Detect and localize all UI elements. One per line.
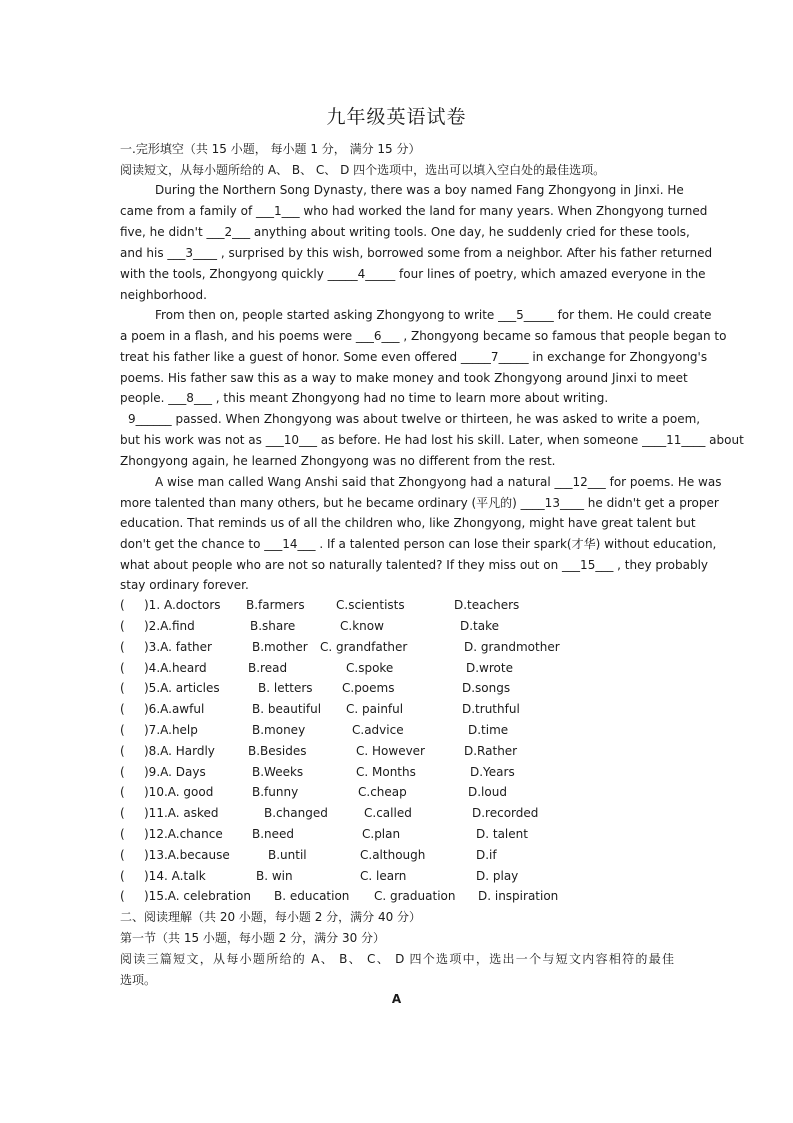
answer-paren: (	[120, 827, 125, 841]
passage-line: Zhongyong again, he learned Zhongyong was no different from the rest.	[120, 454, 556, 468]
option-d: D. play	[476, 869, 519, 883]
option-c: C.spoke	[346, 661, 394, 675]
option-row	[120, 888, 680, 904]
option-b: B. win	[256, 869, 293, 883]
option-c: C. Months	[356, 765, 416, 779]
option-row	[120, 764, 680, 780]
option-c: C.called	[364, 806, 412, 820]
option-b: B. beautiful	[252, 702, 322, 716]
option-d: D.loud	[468, 785, 507, 799]
passage-line: what about people who are not so naturally talented? If they miss out on ___15___ , they probably	[120, 558, 709, 572]
option-row	[120, 868, 680, 884]
option-c: C. learn	[360, 869, 407, 883]
option-row	[120, 805, 680, 821]
option-d: D.take	[460, 619, 500, 633]
option-d: D.if	[476, 848, 497, 862]
option-c: C.poems	[342, 681, 395, 695]
option-row	[120, 680, 680, 696]
option-c: C.scientists	[336, 598, 405, 612]
answer-paren: (	[120, 723, 125, 737]
option-c: C. grandfather	[320, 640, 408, 654]
option-a: )11.A. asked	[144, 806, 219, 820]
option-a: )9.A. Days	[144, 765, 206, 779]
passage-label: A	[391, 992, 402, 1006]
answer-paren: (	[120, 702, 125, 716]
passage-line: treat his father like a guest of honor. Some even offered _____7_____ in exchange for Zhongyong's	[120, 350, 708, 364]
answer-paren: (	[120, 598, 125, 612]
option-row	[120, 660, 680, 676]
passage-line: don't get the chance to ___14___ . If a talented person can lose their spark(才华) without education,	[120, 537, 717, 551]
section2-instruction-cont: 选项。	[120, 973, 157, 987]
option-b: B.mother	[252, 640, 308, 654]
option-a: )4.A.heard	[144, 661, 207, 675]
answer-paren: (	[120, 661, 125, 675]
answer-paren: (	[120, 869, 125, 883]
option-c: C.cheap	[358, 785, 407, 799]
answer-paren: (	[120, 765, 125, 779]
passage-line: a poem in a flash, and his poems were ___6___ , Zhongyong became so famous that people began to	[120, 329, 727, 343]
option-d: D.recorded	[472, 806, 539, 820]
option-a: )14. A.talk	[144, 869, 206, 883]
option-b: B.read	[248, 661, 288, 675]
option-a: )6.A.awful	[144, 702, 205, 716]
option-c: C.plan	[362, 827, 401, 841]
option-row	[120, 847, 680, 863]
option-b: B.share	[250, 619, 296, 633]
option-row	[120, 743, 680, 759]
passage-line: people. ___8___ , this meant Zhongyong had no time to learn more about writing.	[120, 391, 609, 405]
answer-paren: (	[120, 744, 125, 758]
section2-instruction: 阅读三篇短文，从每小题所给的 A、 B、 C、 D 四个选项中，选出一个与短文内容相符的最佳	[120, 952, 674, 966]
option-row	[120, 618, 680, 634]
option-c: C.advice	[352, 723, 404, 737]
section2-subheading: 第一节（共 15 小题，每小题 2 分，满分 30 分）	[120, 931, 386, 945]
answer-paren: (	[120, 785, 125, 799]
passage-line: five, he didn't ___2___ anything about writing tools. One day, he suddenly cried for these tools,	[120, 225, 690, 239]
option-b: B. education	[274, 889, 350, 903]
passage-line: 9______ passed. When Zhongyong was about twelve or thirteen, he was asked to write a poem,	[128, 412, 701, 426]
option-d: D. grandmother	[464, 640, 560, 654]
option-c: C. painful	[346, 702, 404, 716]
option-b: B.changed	[264, 806, 328, 820]
option-d: D.truthful	[462, 702, 520, 716]
passage-line: A wise man called Wang Anshi said that Zhongyong had a natural ___12___ for poems. He was	[155, 475, 722, 489]
answer-paren: (	[120, 889, 125, 903]
passage-line: education. That reminds us of all the children who, like Zhongyong, might have great talent but	[120, 516, 696, 530]
answer-paren: (	[120, 848, 125, 862]
page-title: 九年级英语试卷	[326, 106, 467, 128]
option-c: C.although	[360, 848, 426, 862]
option-a: )10.A. good	[144, 785, 214, 799]
option-c: C.know	[340, 619, 384, 633]
option-row	[120, 784, 680, 800]
option-row	[120, 701, 680, 717]
option-a: )8.A. Hardly	[144, 744, 215, 758]
option-d: D. talent	[476, 827, 528, 841]
option-a: )13.A.because	[144, 848, 230, 862]
option-row	[120, 639, 680, 655]
option-d: D. inspiration	[478, 889, 559, 903]
option-a: )5.A. articles	[144, 681, 220, 695]
option-a: )2.A.find	[144, 619, 195, 633]
passage-line: with the tools, Zhongyong quickly _____4_____ four lines of poetry, which amazed everyone in the	[120, 267, 706, 281]
option-row	[120, 597, 680, 613]
passage-line: and his ___3____ , surprised by this wish, borrowed some from a neighbor. After his father returned	[120, 246, 713, 260]
passage-line: neighborhood.	[120, 288, 207, 302]
option-a: )15.A. celebration	[144, 889, 251, 903]
answer-paren: (	[120, 681, 125, 695]
passage-line: poems. His father saw this as a way to make money and took Zhongyong around Jinxi to meet	[120, 371, 688, 385]
option-b: B.Weeks	[252, 765, 304, 779]
passage-line: stay ordinary forever.	[120, 578, 249, 592]
answer-paren: (	[120, 806, 125, 820]
passage-line: From then on, people started asking Zhongyong to write ___5_____ for them. He could create	[155, 308, 712, 322]
option-b: B.need	[252, 827, 295, 841]
passage-line: came from a family of ___1___ who had worked the land for many years. When Zhongyong turned	[120, 204, 708, 218]
option-d: D.time	[468, 723, 509, 737]
passage-line: During the Northern Song Dynasty, there was a boy named Fang Zhongyong in Jinxi. He	[155, 183, 684, 197]
option-b: B.funny	[252, 785, 299, 799]
passage-line: more talented than many others, but he became ordinary (平凡的) ____13____ he didn't get a proper	[120, 496, 719, 510]
option-row	[120, 826, 680, 842]
option-d: D.Years	[470, 765, 515, 779]
answer-paren: (	[120, 640, 125, 654]
section1-instruction: 阅读短文，从每小题所给的 A、 B、 C、 D 四个选项中，选出可以填入空白处的最佳选项。	[120, 163, 606, 177]
option-b: B.until	[268, 848, 307, 862]
option-d: D.songs	[462, 681, 511, 695]
option-a: )1. A.doctors	[144, 598, 221, 612]
option-b: B. letters	[258, 681, 313, 695]
option-b: B.farmers	[246, 598, 305, 612]
option-a: )3.A. father	[144, 640, 212, 654]
passage-line: but his work was not as ___10___ as before. He had lost his skill. Later, when someone ____11____ about	[120, 433, 744, 447]
section1-heading: 一.完形填空（共 15 小题， 每小题 1 分， 满分 15 分）	[120, 142, 421, 156]
option-b: B.money	[252, 723, 306, 737]
option-c: C. However	[356, 744, 425, 758]
option-a: )7.A.help	[144, 723, 198, 737]
option-b: B.Besides	[248, 744, 307, 758]
option-d: D.Rather	[464, 744, 518, 758]
option-c: C. graduation	[374, 889, 456, 903]
option-a: )12.A.chance	[144, 827, 223, 841]
answer-paren: (	[120, 619, 125, 633]
section2-heading: 二、阅读理解（共 20 小题，每小题 2 分，满分 40 分）	[120, 910, 422, 924]
option-d: D.wrote	[466, 661, 513, 675]
option-d: D.teachers	[454, 598, 520, 612]
option-row	[120, 722, 680, 738]
